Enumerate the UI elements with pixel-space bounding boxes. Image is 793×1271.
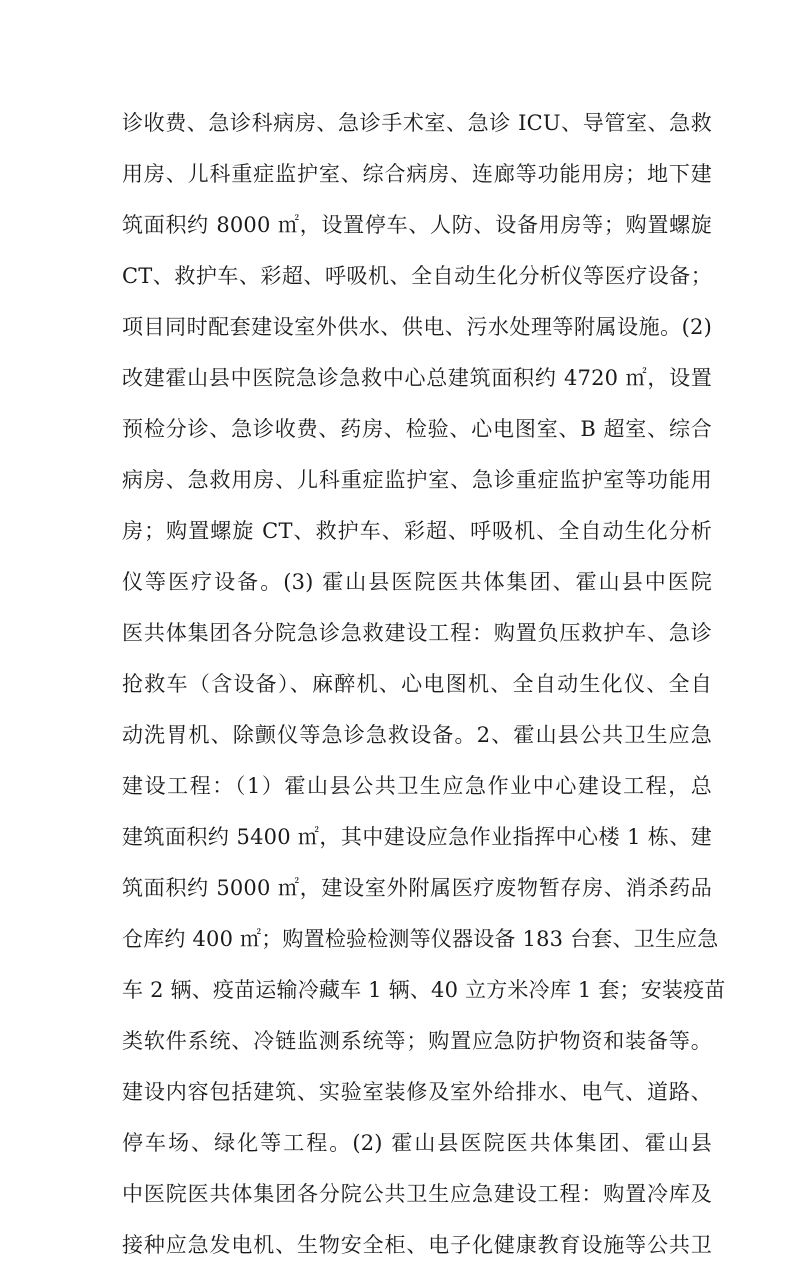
text-line-21: 停车场、绿化等工程。(2) 霍山县医院医共体集团、霍山县 <box>122 1131 712 1155</box>
text-line-2: 用房、儿科重症监护室、综合病房、连廊等功能用房；地下建 <box>122 162 712 186</box>
text-line-14: 建设工程：（1）霍山县公共卫生应急作业中心建设工程，总 <box>122 774 712 798</box>
text-line-8: 病房、急救用房、儿科重症监护室、急诊重症监护室等功能用 <box>122 468 712 492</box>
text-line-5: 项目同时配套建设室外供水、供电、污水处理等附属设施。(2) <box>122 315 712 339</box>
body-text <box>122 98 726 1271</box>
text-line-22: 中医院医共体集团各分院公共卫生应急建设工程：购置冷库及 <box>122 1182 712 1206</box>
text-line-20: 建设内容包括建筑、实验室装修及室外给排水、电气、道路、 <box>122 1080 712 1104</box>
text-line-16: 筑面积约 5000 ㎡，建设室外附属医疗废物暂存房、消杀药品 <box>122 876 712 900</box>
text-line-9: 房；购置螺旋 CT、救护车、彩超、呼吸机、全自动生化分析 <box>122 519 712 543</box>
text-line-19: 类软件系统、冷链监测系统等；购置应急防护物资和装备等。 <box>122 1029 712 1053</box>
text-line-18: 车 2 辆、疫苗运输冷藏车 1 辆、40 立方米冷库 1 套；安装疫苗 <box>122 978 726 1002</box>
text-line-3: 筑面积约 8000 ㎡，设置停车、人防、设备用房等；购置螺旋 <box>122 213 712 237</box>
text-line-13: 动洗胃机、除颤仪等急诊急救设备。2、霍山县公共卫生应急 <box>122 723 712 747</box>
text-line-1: 诊收费、急诊科病房、急诊手术室、急诊 ICU、导管室、急救 <box>122 111 712 135</box>
text-line-11: 医共体集团各分院急诊急救建设工程：购置负压救护车、急诊 <box>122 621 712 645</box>
text-line-6: 改建霍山县中医院急诊急救中心总建筑面积约 4720 ㎡，设置 <box>122 366 712 390</box>
text-line-15: 建筑面积约 5400 ㎡，其中建设应急作业指挥中心楼 1 栋、建 <box>122 825 712 849</box>
text-line-7: 预检分诊、急诊收费、药房、检验、心电图室、B 超室、综合 <box>122 417 712 441</box>
text-line-17: 仓库约 400 ㎡；购置检验检测等仪器设备 183 台套、卫生应急 <box>122 927 719 951</box>
text-line-23: 接种应急发电机、生物安全柜、电子化健康教育设施等公共卫 <box>122 1233 712 1257</box>
text-line-12: 抢救车（含设备）、麻醉机、心电图机、全自动生化仪、全自 <box>122 672 712 696</box>
text-line-4: CT、救护车、彩超、呼吸机、全自动生化分析仪等医疗设备； <box>122 264 712 288</box>
text-line-10: 仪等医疗设备。(3) 霍山县医院医共体集团、霍山县中医院 <box>122 570 712 594</box>
